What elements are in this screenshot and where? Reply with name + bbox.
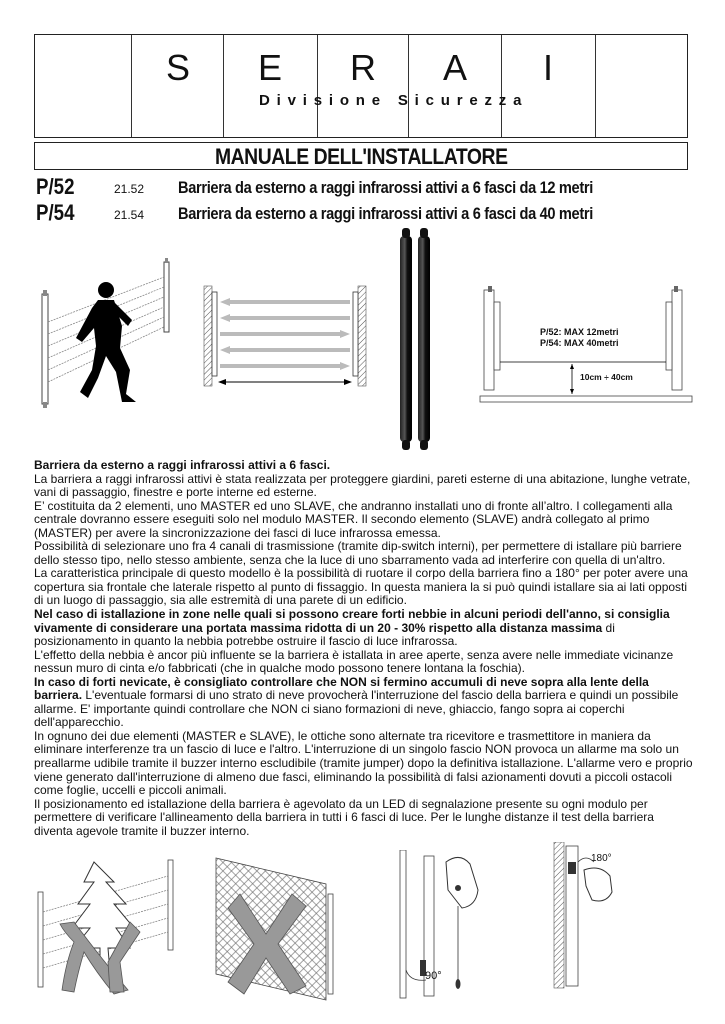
header-divider [317, 35, 318, 137]
snow-warning: In caso di forti nevicate, è consigliato controllare che NON si fermino accumuli di neve sopra alla lente della barriera. [34, 674, 649, 703]
header-divider [223, 35, 224, 137]
product-code: P/54 [36, 200, 75, 225]
body-paragraph: La caratteristica principale di questo modello è la possibilità di ruotare il corpo della barriera fino a 180° per poter avere una copertura sia frontale che laterale rispetto al punto di fissaggio. In questa maniera la si può quindi istallare sia ai lati opposti di un luogo di passaggio, sia alle estremità di una parete di un edificio. [34, 566, 688, 608]
header-divider [131, 35, 132, 137]
header-box [34, 34, 688, 138]
brand-letter: I [542, 47, 554, 88]
body-paragraph: E’ costituita da 2 elementi, uno MASTER ed uno SLAVE, che andranno installati uno di fronte all’altro. I collegamenti alla centrale dovranno essere eseguiti solo nel modulo MASTER. Il secondo elemento (SLAVE) andrà collegato al primo (MASTER) per avere la sincronizzazione dei fasci di luce infrarossa emessa. [34, 498, 673, 540]
body-paragraph: Il posizionamento ed istallazione della barriera è agevolato da un LED di segnalazione presente su ogni modulo per permettere di verificare l'allineamento della barriera in tutti i 6 fasci di luce. Per le lunghe distanze il test della barriera diventa agevole tramite il buzzer interno. [34, 796, 654, 838]
description-text [34, 459, 694, 838]
p54-range-label: P/54: MAX 40metri [540, 338, 619, 348]
product-description: Barriera da esterno a raggi infrarossi attivi a 6 fasci da 40 metri [178, 204, 593, 223]
manual-title: MANUALE DELL'INSTALLATORE [214, 144, 508, 169]
rotate-90-illustration [396, 850, 506, 1000]
rotation-180-label: 180° [591, 853, 612, 864]
brand-letter: S [165, 47, 191, 88]
fog-warning-rest: di posizionamento in quanto la nebbia potrebbe ostruire il fascio di luce infrarossa. [34, 620, 615, 649]
brand-letter: E [257, 47, 283, 88]
header-divider [501, 35, 502, 137]
product-description: Barriera da esterno a raggi infrarossi attivi a 6 fasci da 12 metri [178, 178, 593, 197]
manual-title-box [34, 142, 688, 170]
tree-obstacle-illustration [34, 852, 184, 1002]
snow-warning-rest: L'eventuale formarsi di uno strato di neve provocherà l'interruzione del fascio della barriera e quindi un possibile allarme. E' importante quindi controllare che NON ci siano formazioni di neve, ghiaccio, fango sopra ai coperchi dell'apparecchio. [34, 688, 679, 730]
product-number: 21.54 [114, 208, 145, 222]
body-paragraph: In ognuno dei due elementi (MASTER e SLAVE), le ottiche sono alternate tra ricevitore e trasmettitore in maniera da eliminare interferenze tra un fascio di luce e l'altro. L'interruzione di un singolo fascio NON provoca un allarme ma solo un preallarme udibile tramite il buzzer interno escludibile (tramite jumper) dopo la definitiva istallazione. L'allarme vero e proprio viene generato dall'interruzione di almeno due fasci, eliminando la possibilità di falsi azionamenti dovuti a piccoli ostacoli come foglie, uccelli e piccoli animali. [34, 728, 693, 798]
p52-range-label: P/52: MAX 12metri [540, 327, 619, 337]
division-subtitle: Divisione Sicurezza [259, 92, 529, 109]
rotation-90-label: 90° [425, 970, 442, 982]
beams-illustration [200, 282, 370, 394]
fence-obstacle-illustration [206, 854, 346, 1004]
body-paragraph: La barriera a raggi infrarossi attivi è stata realizzata per proteggere giardini, pareti esterne di una abitazione, lunghe vetrate, vani di passaggio, finestre e porte interne ed esterne. [34, 471, 691, 500]
body-paragraph [34, 608, 694, 649]
height-range-label: 10cm ÷ 40cm [580, 372, 633, 382]
brand-letter: R [350, 47, 376, 88]
header-divider [595, 35, 596, 137]
rotate-180-illustration [550, 842, 630, 992]
barrier-columns-illustration [392, 226, 442, 452]
brand-letter: A [442, 47, 468, 88]
header-divider [408, 35, 409, 137]
product-code: P/52 [36, 174, 75, 199]
body-paragraph [34, 676, 694, 730]
product-number: 21.52 [114, 182, 145, 196]
body-heading: Barriera da esterno a raggi infrarossi attivi a 6 fasci. [34, 458, 331, 472]
body-paragraph: Possibilità di selezionare uno fra 4 canali di trasmissione (tramite dip-switch interni), per permettere di istallare più barriere dello stesso tipo, nello stesso ambiente, senza che la luce di uno sbarramento vada ad interferire con quella di un'altro. [34, 539, 682, 567]
fog-warning: Nel caso di istallazione in zone nelle quali si possono creare forti nebbie in alcuni periodi dell'anno, si consiglia vivamente di considerare una portata massima ridotta di un 20 - 30% rispetto alla distanza massima [34, 607, 670, 635]
intruder-illustration [36, 252, 186, 412]
body-paragraph: L'effetto della nebbia è ancor più influente se la barriera è istallata in aree aperte, senza avere nelle immediate vicinanze nessun muro di cinta e/o fabbricati (che in qualche modo possono tenere lontana la foschia). [34, 647, 674, 676]
